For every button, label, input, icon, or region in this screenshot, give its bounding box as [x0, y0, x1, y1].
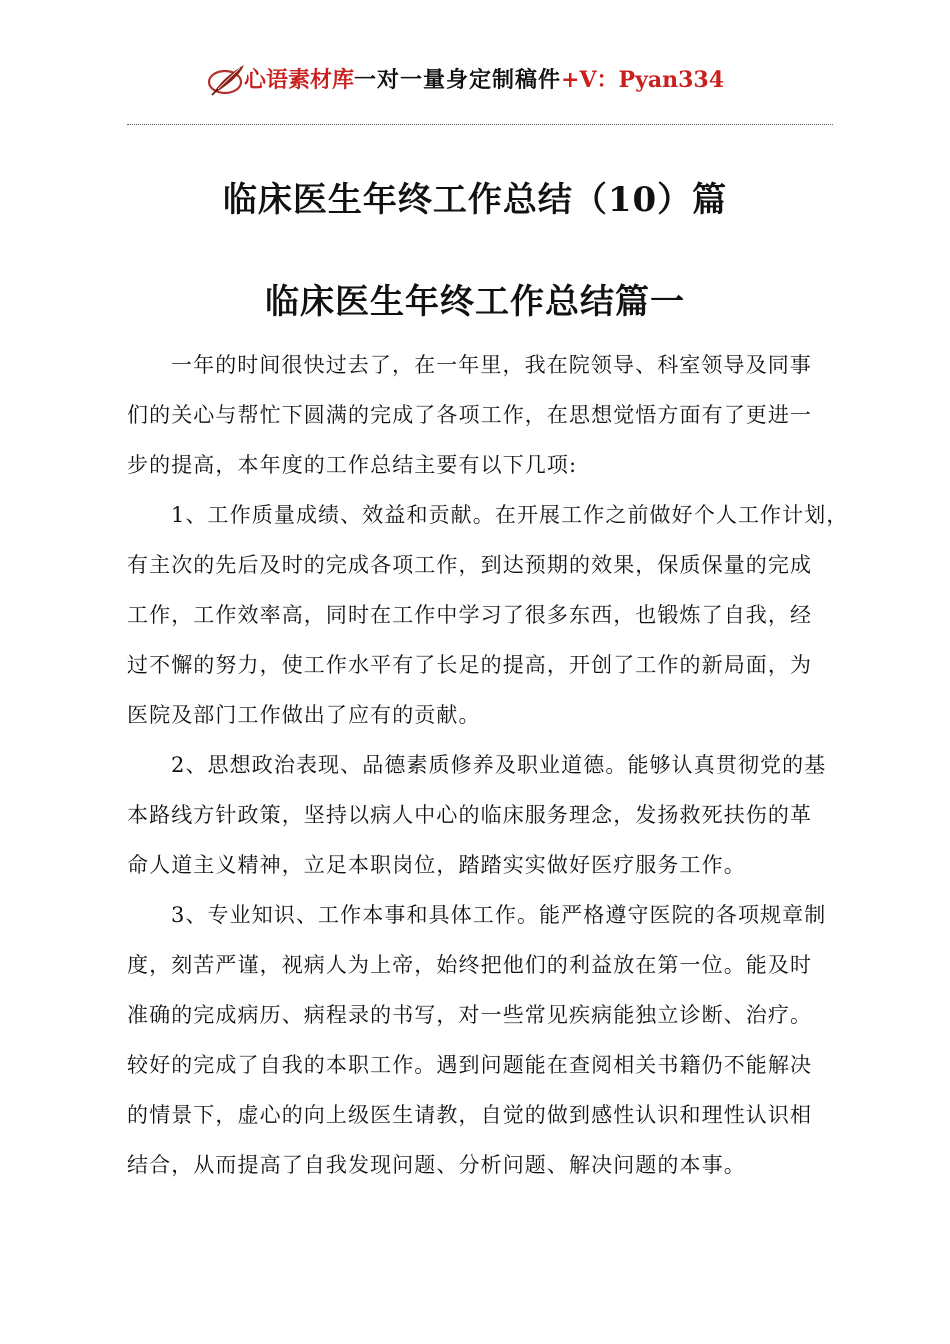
header-banner-text	[244, 66, 724, 94]
paragraph	[127, 890, 847, 1190]
paragraph	[127, 490, 847, 740]
text-line: 结合，从而提高了自我发现问题、分析问题、解决问题的本事。	[127, 1153, 746, 1177]
paragraph	[127, 740, 847, 890]
text-line: 医院及部门工作做出了应有的贡献。	[127, 703, 481, 727]
text-line: 3、专业知识、工作本事和具体工作。能严格遵守医院的各项规章制	[171, 903, 827, 927]
section-heading: 临床医生年终工作总结篇一	[265, 282, 685, 322]
document-title: 临床医生年终工作总结（10）篇	[222, 180, 728, 220]
paragraph	[127, 340, 847, 490]
brand-name: 心语素材库	[244, 67, 355, 93]
header-divider	[127, 124, 833, 125]
document-body	[127, 340, 847, 1190]
text-line: 步的提高，本年度的工作总结主要有以下几项:	[127, 453, 578, 477]
text-line: 的情景下，虚心的向上级医生请教，自觉的做到感性认识和理性认识相	[127, 1103, 813, 1127]
text-line: 2、思想政治表现、品德素质修养及职业道德。能够认真贯彻党的基	[171, 753, 827, 777]
text-line: 1、工作质量成绩、效益和贡献。在开展工作之前做好个人工作计划，	[171, 503, 849, 527]
text-line: 准确的完成病历、病程录的书写，对一些常见疾病能独立诊断、治疗。	[127, 1003, 813, 1027]
text-line: 们的关心与帮忙下圆满的完成了各项工作，在思想觉悟方面有了更进一	[127, 403, 813, 427]
text-line: 过不懈的努力，使工作水平有了长足的提高，开创了工作的新局面，为	[127, 653, 813, 677]
contact-info: +V：Pyan334	[561, 67, 725, 93]
text-line: 一年的时间很快过去了，在一年里，我在院领导、科室领导及同事	[171, 353, 812, 377]
feather-pen-logo-icon	[206, 62, 248, 98]
text-line: 度，刻苦严谨，视病人为上帝，始终把他们的利益放在第一位。能及时	[127, 953, 813, 977]
text-line: 较好的完成了自我的本职工作。遇到问题能在查阅相关书籍仍不能解决	[127, 1053, 813, 1077]
page-header	[0, 62, 950, 102]
text-line: 本路线方针政策，坚持以病人中心的临床服务理念，发扬救死扶伤的革	[127, 803, 813, 827]
text-line: 工作，工作效率高，同时在工作中学习了很多东西，也锻炼了自我，经	[127, 603, 813, 627]
text-line: 有主次的先后及时的完成各项工作，到达预期的效果，保质保量的完成	[127, 553, 813, 577]
text-line: 命人道主义精神，立足本职岗位，踏踏实实做好医疗服务工作。	[127, 853, 746, 877]
header-slogan: 一对一量身定制稿件	[354, 67, 562, 93]
